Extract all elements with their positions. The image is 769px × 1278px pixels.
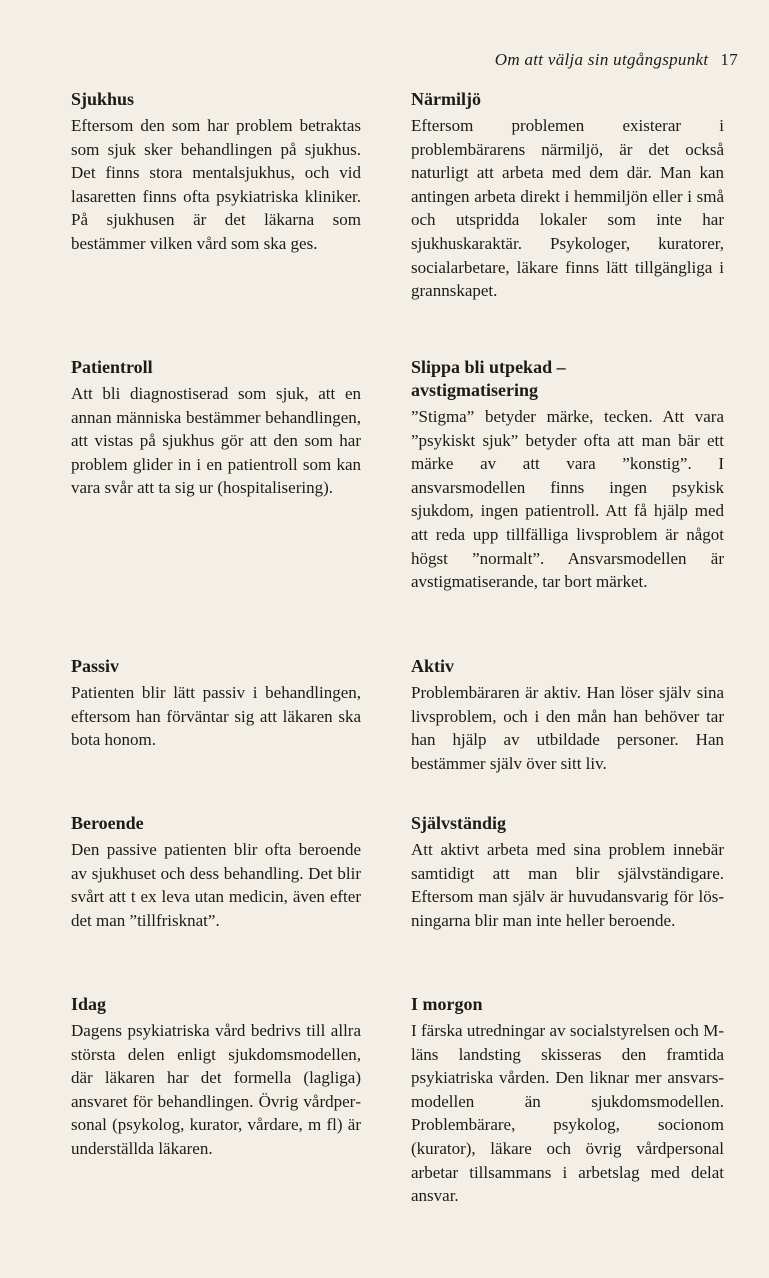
section-i-morgon <box>411 993 724 1208</box>
section-passiv <box>71 655 361 752</box>
section-text: Att bli diagnostiserad som sjuk, att en annan människa bestämmer behandlingen, att vistas på sjukhus gör att den som har problem glider in i en patientroll som kan vara svår att ta sig ur (hospitalisering). <box>71 384 361 498</box>
section-idag <box>71 993 361 1161</box>
section-patientroll <box>71 356 361 500</box>
section-heading: Aktiv <box>411 656 455 676</box>
section-text: Eftersom problemen existerar i problembärarens närmiljö, är det också naturligt att arbeta med dem där. Man kan antingen arbeta direkt i hemmiljön eller i små och utspridda lokaler som inte har sjukhuskaraktär. Psykologer, kuratorer, socialarbetare, läkare finns lätt tillgängliga i grannskapet. <box>411 116 724 301</box>
page-number: 17 <box>720 50 738 69</box>
section-text: Patienten blir lätt passiv i behandlingen, eftersom han förväntar sig att läkaren ska bota honom. <box>71 683 361 750</box>
section-beroende <box>71 812 361 932</box>
section-heading: Sjukhus <box>71 89 135 109</box>
running-header <box>398 50 738 70</box>
section-heading: Beroende <box>71 813 144 833</box>
section-text: I färska utredningar av socialstyrelsen och M-läns landsting skisseras den framtida psykiatriska vården. Den liknar mer ansvarsmodellen än sjukdomsmodellen. Problembärare, psykolog, socionom (kurator), läkare och övrig vårdpersonal arbetar tillsammans i arbetslag med delat ansvar. <box>411 1021 724 1206</box>
section-text: Dagens psykiatriska vård bedrivs till allra största delen enligt sjukdomsmodellen, där läkaren har det formella (lagliga) ansvaret för behandlingen. Övrig vårdpersonal (psykolog, kurator, vårdare, m fl) är underställda läkaren. <box>71 1021 361 1158</box>
section-heading: Slippa bli utpekad – avstigmatisering <box>411 357 566 400</box>
section-sjukhus <box>71 88 361 256</box>
section-text: Problembäraren är aktiv. Han löser själv sina livsproblem, och i den mån han behöver tar han hjälp av utbildade personer. Han bestämmer själv över sitt liv. <box>411 683 724 773</box>
running-title: Om att välja sin utgångspunkt <box>494 50 709 69</box>
section-heading: Självständig <box>411 813 507 833</box>
section-avstigmatisering <box>411 356 724 594</box>
section-sjalvstandig <box>411 812 724 932</box>
section-heading: Närmiljö <box>411 89 481 109</box>
section-text: ”Stigma” betyder märke, tecken. Att vara ”psykiskt sjuk” betyder ofta att man bär ett märke av att vara ”konstig”. I ansvarsmodellen finns ingen psykisk sjukdom, ingen patientroll. Att få hjälp med att reda upp tillfälliga livsproblem är något högst ”normalt”. Ansvarsmodellen är avstigmatiserande, tar bort märket. <box>411 407 724 592</box>
section-heading: I morgon <box>411 994 483 1014</box>
section-heading: Patientroll <box>71 357 153 377</box>
section-narmiljo <box>411 88 724 303</box>
section-aktiv <box>411 655 724 775</box>
section-text: Att aktivt arbeta med sina problem innebär samtidigt att man blir självständigare. Eftersom man själv är huvudansvarig för lösningarna blir man inte heller beroende. <box>411 840 724 930</box>
section-heading: Idag <box>71 994 107 1014</box>
section-text: Den passive patienten blir ofta beroende av sjukhuset och dess behandling. Det blir svårt att t ex leva utan medicin, även efter det man ”tillfrisknat”. <box>71 840 361 930</box>
section-heading: Passiv <box>71 656 120 676</box>
section-text: Eftersom den som har problem betraktas som sjuk sker behandlingen på sjukhus. Det finns stora mentalsjukhus, och vid lasaretten finns ofta psykiatriska kliniker. På sjukhusen är det läkarna som bestämmer vilken vård som ska ges. <box>71 116 361 253</box>
